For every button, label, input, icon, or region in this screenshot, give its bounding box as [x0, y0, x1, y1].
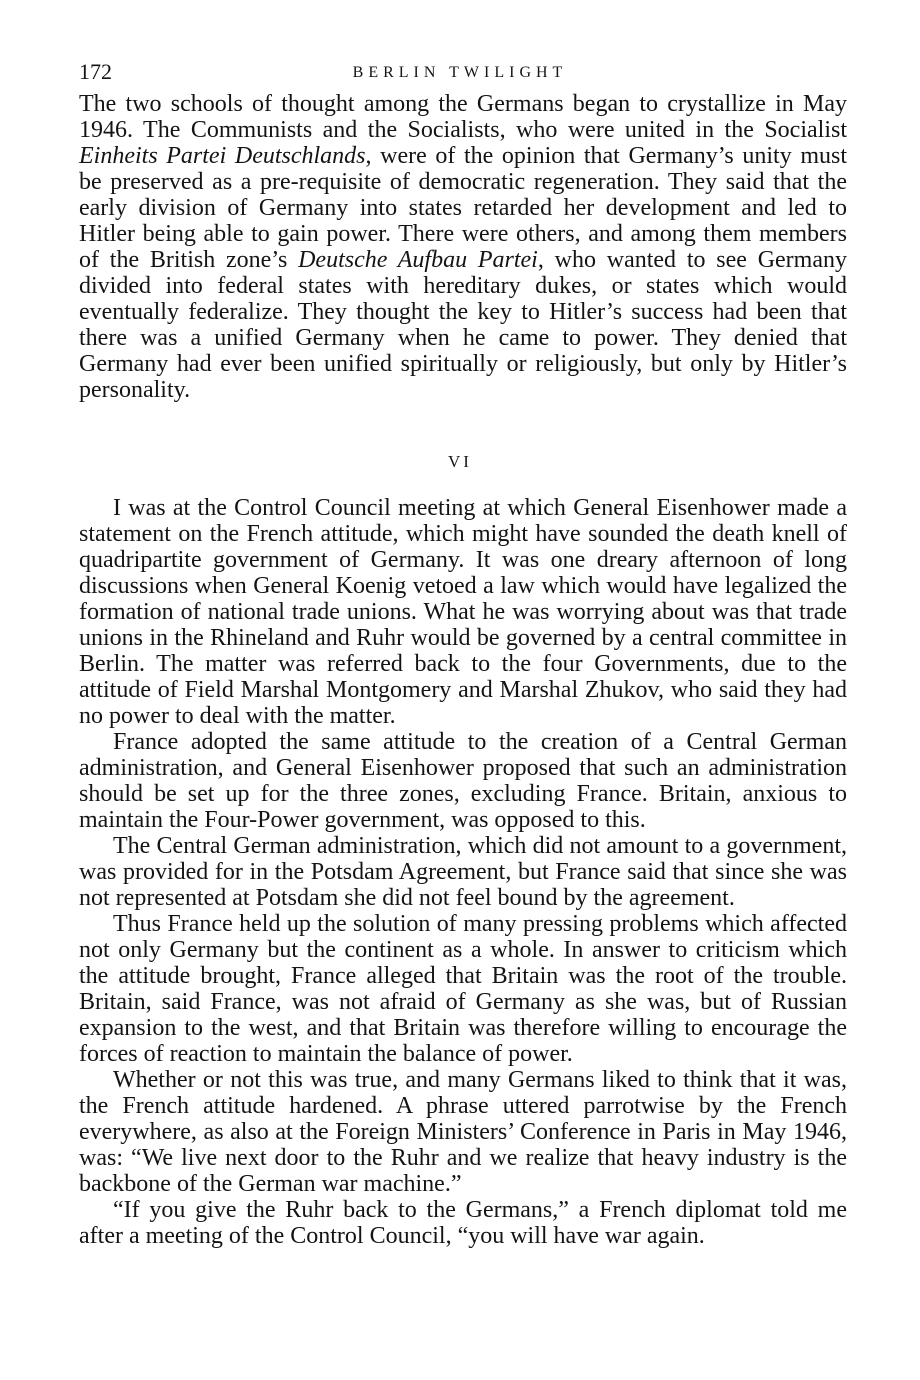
text-block-section-vi — [79, 495, 847, 1249]
italic-party-name: Einheits Partei Deutschlands — [79, 143, 366, 169]
paragraph-opening — [79, 91, 847, 403]
page-number: 172 — [79, 59, 112, 84]
paragraph: “If you give the Ruhr back to the Germans,” a French diplomat told me after a meeting of the Control Council, “you will have war again. — [79, 1197, 847, 1249]
paragraph: The Central German administration, which did not amount to a government, was provided for in the Potsdam Agreement, but France said that since she was not represented at Potsdam she did not feel bound by the agreement. — [79, 833, 847, 911]
paragraph: I was at the Control Council meeting at which General Eisenhower made a statement on the French attitude, which might have sounded the death knell of quadripartite government of Germany. It was one dreary afternoon of long discussions when General Koenig vetoed a law which would have legalized the formation of national trade unions. What he was worrying about was that trade unions in the Rhineland and Ruhr would be governed by a central committee in Berlin. The matter was referred back to the four Governments, due to the attitude of Field Marshal Montgomery and Marshal Zhukov, who said they had no power to deal with the matter. — [79, 495, 847, 729]
italic-party-name: Deutsche Aufbau Partei — [298, 247, 538, 273]
text-segment: The two schools of thought among the Germans began to crystallize in May 1946. The Communists and the Socialists, who were united in the Socialist — [79, 91, 847, 143]
text-segment: , who wanted to see Germany divided into federal states with hereditary dukes, or states which would eventually federalize. They thought the key to Hitler’s success had been that there was a unified Germany when he came to power. They denied that Germany had ever been unified spiritually or religiously, but only by Hitler’s personality. — [79, 247, 847, 403]
running-title: BERLIN TWILIGHT — [352, 64, 568, 81]
text-segment: , were of the opinion that Germany’s unity must be preserved as a pre-requisite of democratic regeneration. They said that the early division of Germany into states retarded her development and led to Hitler being able to gain power. There were others, and among them members of the British zone’s — [79, 143, 848, 273]
text-block-top — [79, 91, 847, 403]
paragraph: Thus France held up the solution of many pressing problems which affected not only Germany but the continent as a whole. In answer to criticism which the attitude brought, France alleged that Britain was the root of the trouble. Britain, said France, was not afraid of Germany as she was, but of Russian expansion to the west, and that Britain was therefore willing to encourage the forces of reaction to maintain the balance of power. — [79, 911, 847, 1067]
paragraph: Whether or not this was true, and many Germans liked to think that it was, the French attitude hardened. A phrase uttered parrotwise by the French everywhere, as also at the Foreign Ministers’ Conference in Paris in May 1946, was: “We live next door to the Ruhr and we realize that heavy industry is the backbone of the German war machine.” — [79, 1067, 847, 1197]
page-header — [0, 58, 920, 88]
section-heading: VI — [448, 452, 472, 471]
paragraph: France adopted the same attitude to the creation of a Central German administration, and General Eisenhower proposed that such an administration should be set up for the three zones, excluding France. Britain, anxious to maintain the Four-Power government, was opposed to this. — [79, 729, 847, 833]
